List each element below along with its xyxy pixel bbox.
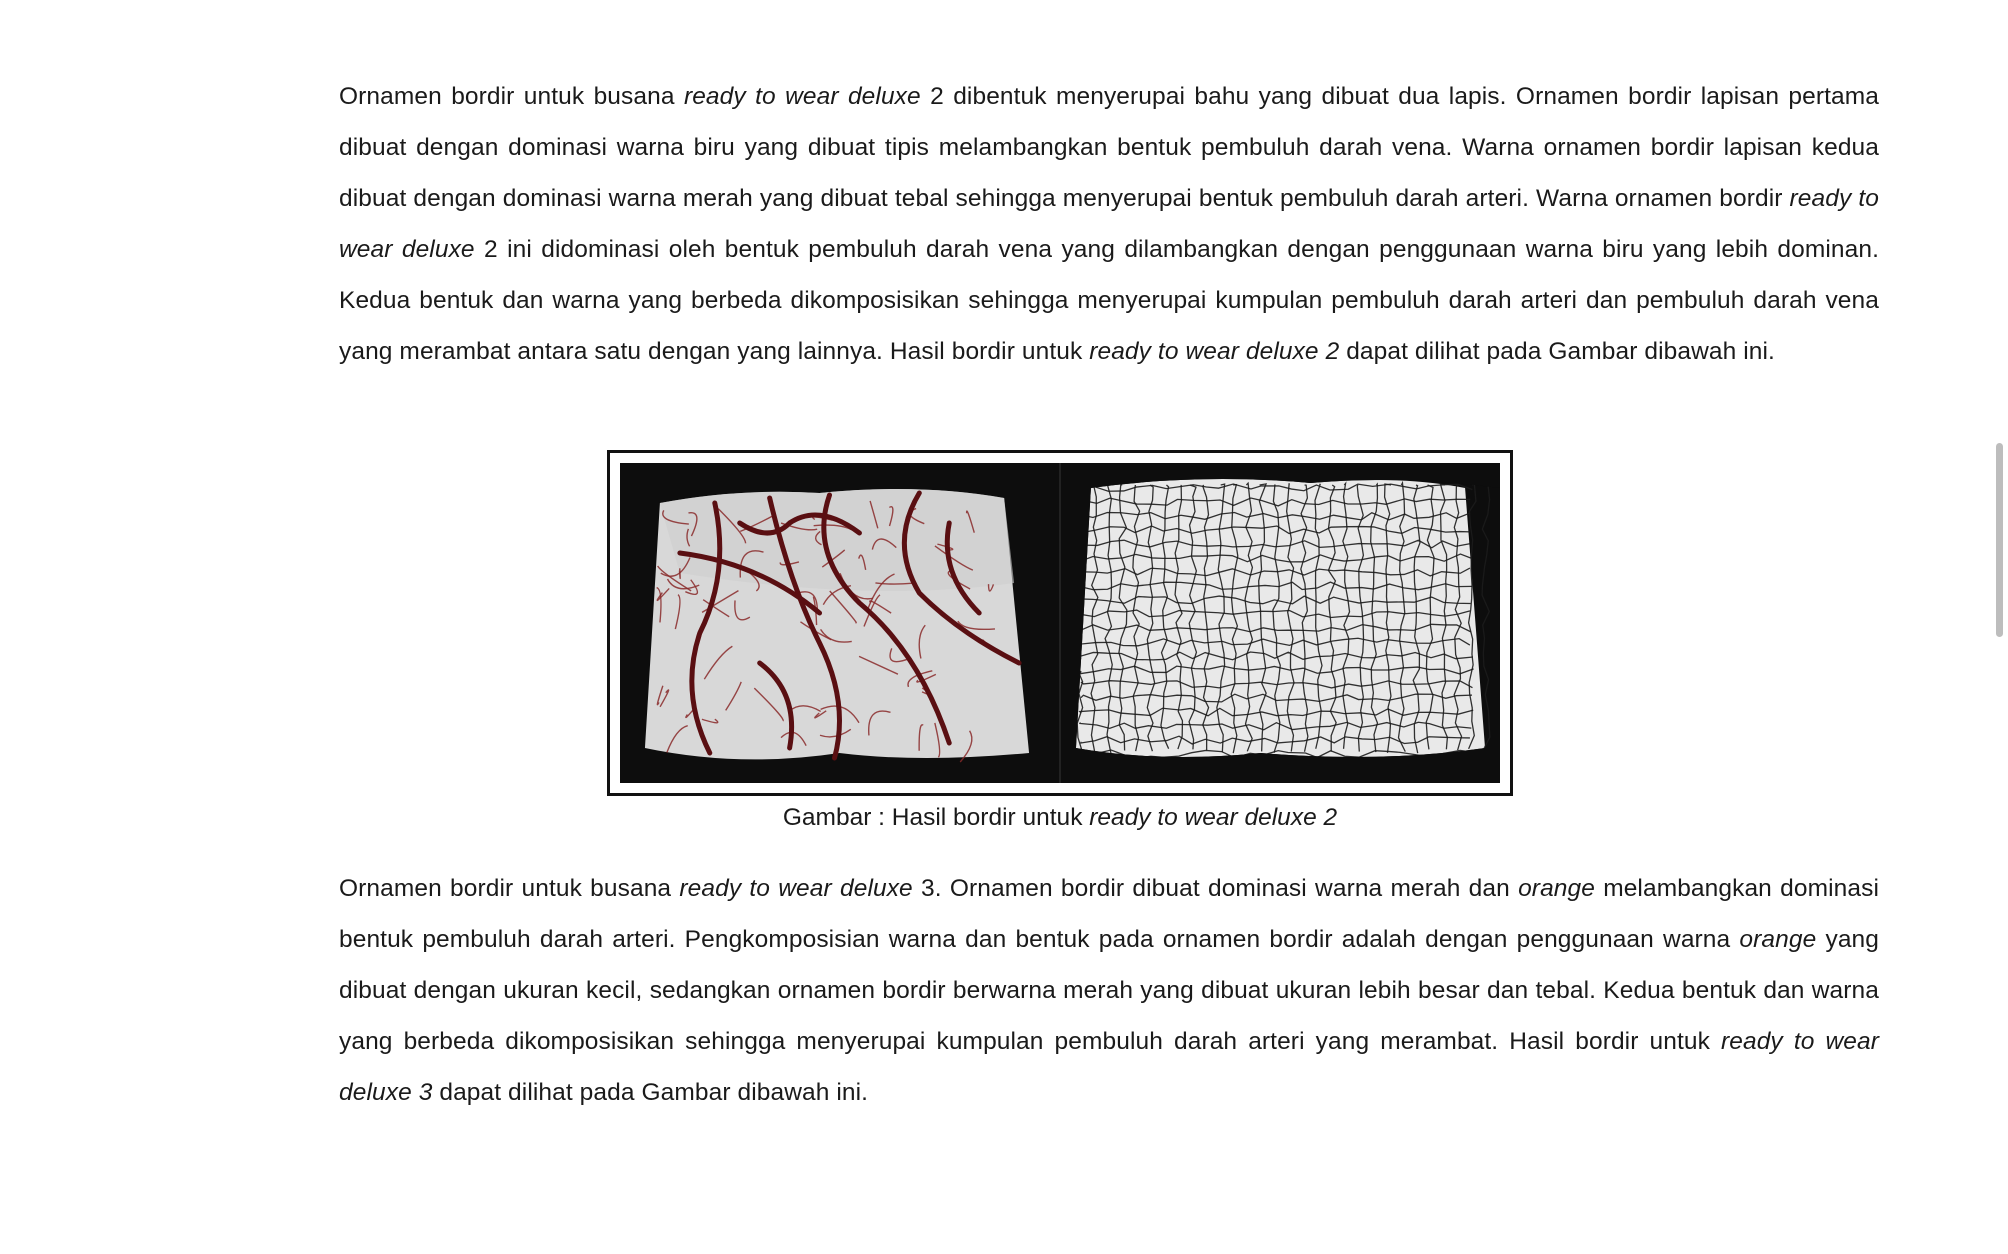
text-run: 2 ini didominasi oleh bentuk pembuluh darah vena yang dilambangkan dengan penggunaan warna biru yang lebih dominan. Kedua bentuk dan warna yang berbeda dikomposisikan sehingga menyerupai kumpulan pembuluh darah arteri dan pembuluh darah vena yang merambat antara satu dengan yang lainnya. Hasil bordir untuk [339, 236, 1879, 365]
red-vein-embroidery-image [620, 463, 1059, 783]
text-run: Ornamen bordir untuk busana [339, 83, 684, 110]
caption-text: Gambar : Hasil bordir untuk [782, 804, 1090, 831]
embroidery-sample-black-mesh [1061, 463, 1500, 783]
italic-run: ready to wear deluxe 3 [339, 1028, 1879, 1106]
paragraph-deluxe-3 [339, 863, 1879, 1118]
italic-run: ready to wear deluxe [683, 83, 921, 110]
paragraph-deluxe-2 [339, 71, 1879, 377]
text-run: 3. Ornamen bordir dibuat dominasi warna merah dan [912, 875, 1519, 902]
caption-italic: ready to wear deluxe 2 [1089, 804, 1338, 831]
text-run: Ornamen bordir untuk busana [339, 875, 680, 902]
text-run: dapat dilihat pada Gambar dibawah ini. [432, 1079, 869, 1106]
text-run: 2 dibentuk menyerupai bahu yang dibuat dua lapis. Ornamen bordir lapisan pertama dibuat dengan dominasi warna biru yang dibuat tipis melambangkan bentuk pembuluh darah vena. Warna ornamen bordir lapisan kedua dibuat dengan dominasi warna merah yang dibuat tebal sehingga menyerupai bentuk pembuluh darah arteri. Warna ornamen bordir [339, 83, 1879, 212]
italic-run: orange [1518, 875, 1595, 902]
italic-run: ready to wear deluxe [679, 875, 913, 902]
black-mesh-embroidery-image [1061, 463, 1500, 783]
text-run: melambangkan dominasi bentuk pembuluh darah arteri. Pengkomposisian warna dan bentuk pada ornamen bordir adalah dengan penggunaan warna [339, 875, 1879, 953]
embroidery-figure [607, 450, 1513, 796]
italic-run: orange [1739, 926, 1817, 953]
text-run: dapat dilihat pada Gambar dibawah ini. [1339, 338, 1775, 365]
embroidery-photo [620, 463, 1500, 783]
italic-run: ready to wear deluxe 2 [1089, 338, 1340, 365]
figure-caption [607, 800, 1513, 836]
italic-run: ready to wear deluxe [339, 185, 1880, 263]
embroidery-sample-red-veins [620, 463, 1061, 783]
vertical-scrollbar[interactable] [1996, 443, 2003, 637]
text-run: yang dibuat dengan ukuran kecil, sedangkan ornamen bordir berwarna merah yang dibuat ukuran lebih besar dan tebal. Kedua bentuk dan warna yang berbeda dikomposisikan sehingga menyerupai kumpulan pembuluh darah arteri yang merambat. Hasil bordir untuk [339, 926, 1879, 1055]
